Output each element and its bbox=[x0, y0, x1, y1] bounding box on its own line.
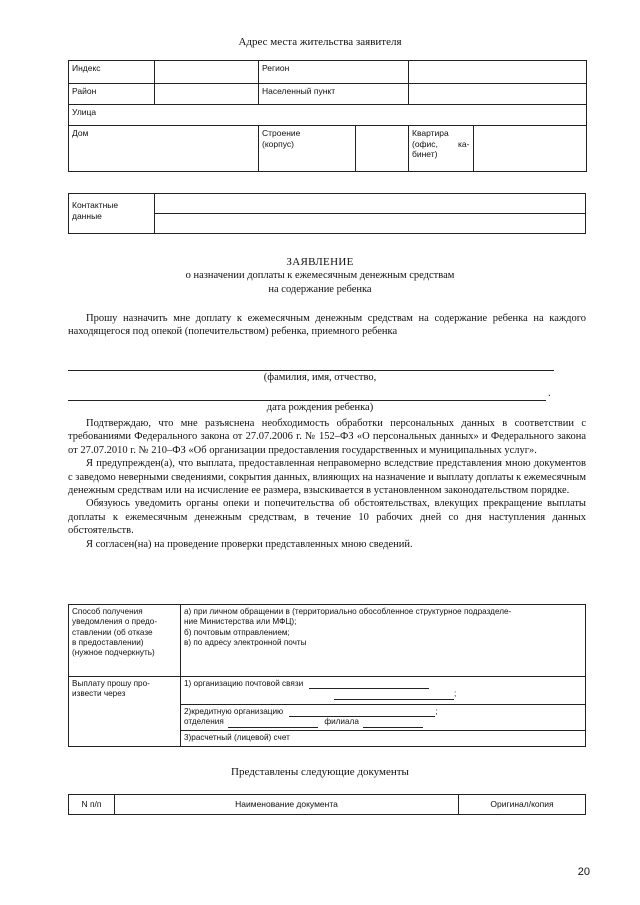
address-table bbox=[68, 60, 587, 172]
contacts-label-line1: Контактные bbox=[72, 200, 119, 210]
post-office-field[interactable] bbox=[309, 680, 429, 689]
payment-option-post-row bbox=[184, 679, 582, 689]
consent-paragraph: Подтверждаю, что мне разъяснена необходимость обработки персональных данных в соответствии с требованиями Федерального закона от 27.07.2006 г. № 152–ФЗ «О персональных данных» и Федерального закона от 27.07.2010 г. № 210–ФЗ «Об организации предоставления государственных и муниципальных услуг». bbox=[68, 418, 586, 456]
region-label: Регион bbox=[259, 61, 409, 84]
apartment-label-line2b: ка- bbox=[458, 138, 470, 149]
contacts-table bbox=[68, 193, 586, 234]
building-cell bbox=[259, 126, 409, 172]
building-value[interactable] bbox=[355, 126, 408, 171]
documents-table bbox=[68, 794, 586, 815]
index-value[interactable] bbox=[155, 61, 259, 84]
notification-option-post[interactable]: б) почтовым отправлением; bbox=[184, 627, 290, 637]
branch-prefix: отделения bbox=[184, 717, 224, 727]
contacts-label-line2: данные bbox=[72, 210, 102, 221]
notification-label-line2: уведомления о предо- bbox=[72, 617, 158, 627]
contacts-label bbox=[69, 194, 155, 234]
apartment-label-line1: Квартира bbox=[412, 128, 449, 138]
payment-option-post-row2 bbox=[184, 689, 582, 699]
building-label-line2: (корпус) bbox=[262, 138, 294, 149]
payment-option-post: 1) организацию почтовой связи bbox=[184, 679, 304, 688]
payment-option-branch-row bbox=[184, 717, 582, 727]
street-label: Улица bbox=[69, 105, 587, 126]
agreement-paragraph: Я согласен(на) на проведение проверки представленных мною сведений. bbox=[86, 538, 413, 550]
notification-option-email[interactable]: в) по адресу электронной почты bbox=[184, 637, 307, 647]
payment-option-account[interactable]: 3)расчетный (лицевой) счет bbox=[184, 732, 290, 742]
apartment-label-line2a: (офис, bbox=[412, 138, 438, 149]
documents-col-type: Оригинал/копия bbox=[459, 795, 586, 815]
apartment-inner bbox=[409, 126, 586, 171]
index-label: Индекс bbox=[69, 61, 155, 84]
post-office-field-2[interactable] bbox=[334, 689, 457, 700]
child-name-line[interactable] bbox=[68, 370, 554, 371]
payment-option-account-row bbox=[181, 731, 585, 745]
child-birth-caption: дата рождения ребенка) bbox=[266, 402, 374, 413]
address-heading: Адрес места жительства заявителя bbox=[238, 36, 402, 48]
branch-label: филиала bbox=[324, 717, 359, 727]
district-label: Район bbox=[69, 84, 155, 105]
building-label-line1: Строение bbox=[262, 128, 301, 138]
line-end-dot: . bbox=[548, 388, 551, 399]
contacts-value-2[interactable] bbox=[155, 214, 586, 234]
notification-label-line1: Способ получения bbox=[72, 607, 143, 616]
documents-col-number: N п/п bbox=[69, 795, 115, 815]
child-name-caption: (фамилия, имя, отчество, bbox=[263, 372, 377, 383]
documents-heading: Представлены следующие документы bbox=[231, 766, 409, 778]
filial-field[interactable] bbox=[363, 719, 423, 728]
notification-label-line3: ставлении (об отказе bbox=[72, 627, 153, 637]
statements-block bbox=[68, 417, 586, 551]
branch-number-field[interactable] bbox=[228, 719, 318, 728]
bank-semicolon: ; bbox=[435, 707, 438, 716]
building-label bbox=[259, 126, 355, 171]
warning-paragraph: Я предупрежден(а), что выплата, предоставленная неправомерно вследствие представления мною документов с заведомо неверными сведениями, сокрытия данных, влияющих на назначение и выплату доплаты к ежемесячным денежным средствам или на исчисление ее размера, взыскивается в установленном законодательством порядке. bbox=[68, 458, 586, 497]
notification-option-personal-cont: ние Министерства или МФЦ); bbox=[184, 617, 297, 627]
notification-label-line4: в предоставлении) bbox=[72, 637, 144, 647]
notification-options bbox=[181, 605, 586, 677]
notification-label-line5: (нужное подчеркнуть) bbox=[72, 648, 155, 657]
payment-option-bank: 2)кредитную организацию bbox=[184, 707, 284, 716]
payment-label-line2: извести через bbox=[72, 689, 126, 699]
apartment-value[interactable] bbox=[473, 126, 586, 171]
settlement-value[interactable] bbox=[409, 84, 587, 105]
page-number: 20 bbox=[577, 866, 590, 878]
request-text: Прошу назначить мне доплату к ежемесячным денежным средствам на содержание ребенка на каждого находящегося под опекой (попечительством) ребенка, приемного ребенка bbox=[68, 313, 586, 338]
bank-name-field[interactable] bbox=[289, 707, 438, 717]
payment-label bbox=[69, 677, 181, 747]
application-title: ЗАЯВЛЕНИЕ bbox=[286, 256, 354, 268]
settlement-label: Населенный пункт bbox=[259, 84, 409, 105]
apartment-cell bbox=[409, 126, 587, 172]
payment-label-line1: Выплату прошу про- bbox=[72, 679, 150, 688]
obligation-paragraph: Обязуюсь уведомить органы опеки и попечительства об обстоятельствах, влекущих прекращение выплаты доплаты к ежемесячным денежным средствам, в течение 10 рабочих дней со дня наступления данных обстоятельств. bbox=[68, 498, 586, 537]
application-subtitle-1: о назначении доплаты к ежемесячным денежным средствам bbox=[185, 270, 455, 281]
post-office-semicolon: ; bbox=[454, 689, 457, 699]
documents-col-name: Наименование документа bbox=[115, 795, 459, 815]
application-subtitle-2: на содержание ребенка bbox=[268, 284, 372, 295]
child-birth-line[interactable] bbox=[68, 400, 546, 401]
district-value[interactable] bbox=[155, 84, 259, 105]
payment-option-bank-block bbox=[181, 705, 585, 731]
region-value[interactable] bbox=[409, 61, 587, 84]
building-inner bbox=[259, 126, 408, 171]
options-table bbox=[68, 604, 586, 747]
apartment-label bbox=[409, 126, 473, 171]
notification-option-personal[interactable]: а) при личном обращении в (территориально обособленное структурное подразделе- bbox=[184, 607, 512, 616]
contacts-value-1[interactable] bbox=[155, 194, 586, 214]
house-label: Дом bbox=[69, 126, 259, 172]
notification-label bbox=[69, 605, 181, 677]
payment-option-post-block bbox=[181, 677, 585, 705]
payment-options bbox=[181, 677, 586, 747]
payment-option-bank-row bbox=[184, 707, 582, 717]
apartment-label-line3: бинет) bbox=[412, 149, 438, 160]
apartment-label-line2 bbox=[412, 139, 470, 150]
